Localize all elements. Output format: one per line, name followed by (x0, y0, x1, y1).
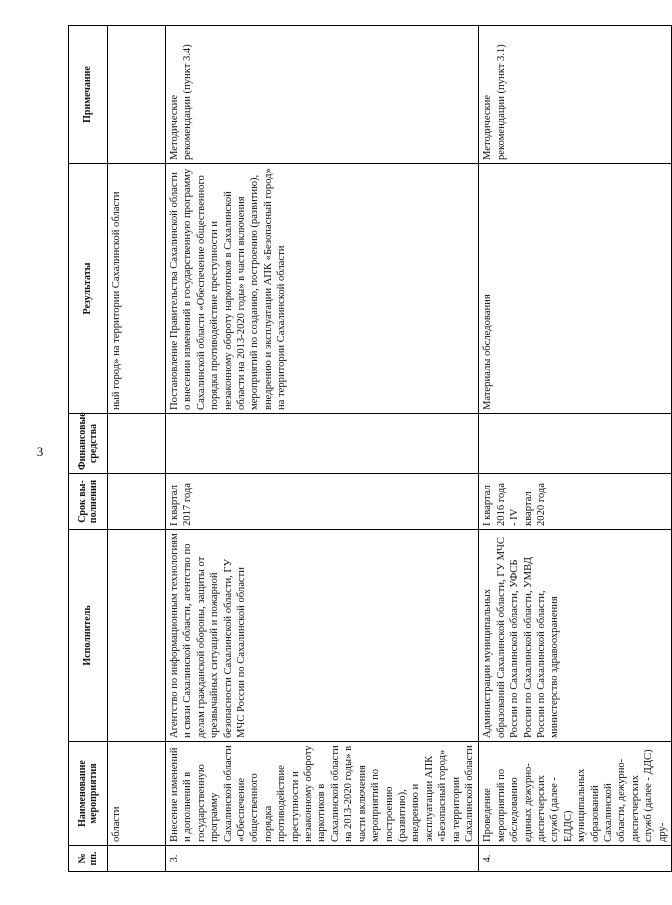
header-executor: Исполнитель (69, 530, 108, 742)
cell-deadline: I квартал 2017 года (166, 474, 479, 530)
header-note: Примечание (69, 26, 108, 164)
cell-results: ный город» на территории Сахалинской области (108, 164, 166, 414)
cell-executor: Агентство по информационным технологиям и связи Сахалинской области, агентство по делам гражданской обороны, защиты от чрезвычайных ситуаций и пожарной безопасности Сахалинской области, ГУ МЧС России по Сахалинской области (166, 530, 479, 742)
cell-note: Методические рекомендации (пункт 3.1) (479, 26, 672, 164)
cell-num: 4. (479, 846, 672, 872)
cell-finance (166, 414, 479, 474)
header-name: Наименование мероприятия (69, 742, 108, 846)
cell-executor: Администрации муниципальных образований Сахалинской области, ГУ МЧС России по Сахалинской области, УФСБ России по Сахалинской области, УМВД России по Сахалинской области, министерство здравоохранения (479, 530, 672, 742)
cell-num: 3. (166, 846, 479, 872)
cell-deadline: I квартал 2016 года - IV квартал 2020 года (479, 474, 672, 530)
table-row (479, 26, 672, 872)
header-num: № пп. (69, 846, 108, 872)
cell-note (108, 26, 166, 164)
cell-name: Проведение мероприятий по обследованию единых дежурно-диспетчерских служб (далее - ЕДДС) муниципальных образований Сахалинской области, дежурно-диспетчерских служб (далее - ДДС) дру- (479, 742, 672, 846)
cell-results: Постановление Правительства Сахалинской области о внесении изменений в государственную программу Сахалинской области «Обеспечение общественного порядка противодействие преступности и незаконному обороту наркотиков в Сахалинской области на 2013-2020 годы» в части включения мероприятий по созданию, построению (развитию), внедрению и эксплуатации АПК «Безопасный город» на территории Сахалинской области (166, 164, 479, 414)
measures-table (68, 25, 672, 872)
header-finance: Финансовые средства (69, 414, 108, 474)
header-deadline: Срок вы-полнения (69, 474, 108, 530)
rotated-table-wrapper (68, 26, 668, 872)
header-results: Результаты (69, 164, 108, 414)
cell-deadline (108, 474, 166, 530)
cell-name: области (108, 742, 166, 846)
table-row (108, 26, 166, 872)
cell-executor (108, 530, 166, 742)
page-number: 3 (36, 444, 44, 459)
cell-finance (479, 414, 672, 474)
cell-num (108, 846, 166, 872)
cell-note: Методические рекомендации (пункт 3.4) (166, 26, 479, 164)
table-header-row (69, 26, 108, 872)
cell-finance (108, 414, 166, 474)
cell-name: Внесение изменений и дополнений в государственную программу Сахалинской области «Обеспечение общественного порядка противодействие преступности и незаконному обороту наркотиков в Сахалинской области на 2013-2020 годы» в части включения мероприятий по построению (развитию), внедрению и эксплуатации АПК «Безопасный город» на территории Сахалинской области (166, 742, 479, 846)
cell-results: Материалы обследования (479, 164, 672, 414)
table-row (166, 26, 479, 872)
